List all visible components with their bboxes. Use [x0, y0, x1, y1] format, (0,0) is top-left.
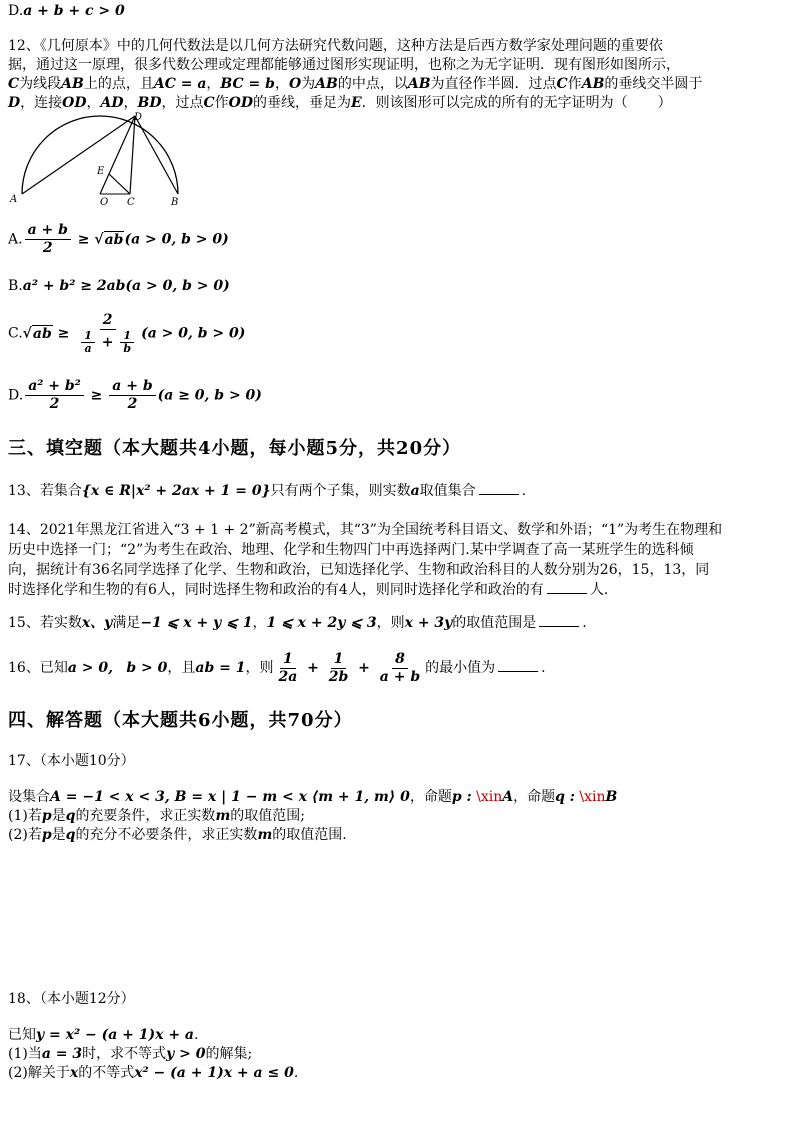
- math-expression: x² − (a + 1)x + a ≤ 0: [134, 1065, 294, 1081]
- option-label: B.: [8, 278, 23, 294]
- numerator: 8: [392, 651, 408, 669]
- math-var: C: [8, 76, 20, 92]
- sqrt: √ab: [22, 325, 52, 342]
- text: 的不等式: [78, 1065, 135, 1081]
- label-b: B: [171, 197, 179, 207]
- text: 为: [301, 76, 316, 92]
- text: 若实数: [39, 615, 82, 631]
- text: ，且: [167, 660, 196, 676]
- text: .: [521, 483, 527, 499]
- math-var: AB: [61, 76, 84, 92]
- text: 作: [214, 95, 229, 111]
- text: ，命题: [513, 789, 556, 805]
- question-14: [8, 520, 782, 600]
- q18-line-3: [8, 1064, 782, 1083]
- math-expression: a = 3: [41, 1046, 83, 1062]
- radicand: ab: [32, 325, 52, 342]
- math-expression: A = −1 < x < 3, B = x | 1 − m < x ⟨m + 1, m⟩ 0: [50, 789, 410, 805]
- numerator: a² + b²: [25, 378, 84, 396]
- text: 已知: [39, 660, 68, 676]
- text: (2)解关于: [8, 1065, 70, 1081]
- math-var: AB: [407, 76, 431, 92]
- q12-text-2: 据，通过这一原理，很多代数公理或定理都能够通过图形实现证明，也称之为无字证明．现有图形如图所示，: [8, 57, 680, 73]
- math-expression: 1 ⩽ x + 2y ⩽ 3: [266, 615, 377, 631]
- condition: (a > 0, b > 0): [141, 325, 246, 342]
- fraction: [377, 651, 423, 686]
- text: 是: [51, 827, 66, 843]
- fraction: [109, 378, 155, 413]
- math-expression: b > 0: [126, 660, 168, 676]
- text: ，: [86, 95, 101, 111]
- text: (2)若: [8, 827, 42, 843]
- denominator: 2: [49, 396, 60, 412]
- text: 若集合: [39, 483, 82, 499]
- text: 的垂线交半圆于: [604, 76, 703, 92]
- option-label: A.: [8, 231, 23, 248]
- segment-cd: [130, 116, 135, 194]
- q14-line-3: 向，据统计有36名同学选择了化学、生物和政治，已知选择化学、生物和政治科目的人数分别为26，15，13，同: [8, 562, 710, 578]
- text: ，: [123, 95, 138, 111]
- option-label: D.: [8, 3, 24, 19]
- label-o: O: [100, 197, 109, 207]
- denominator: a: [84, 342, 92, 355]
- text: 的中点，以: [337, 76, 408, 92]
- math-expression: y > 0: [166, 1046, 206, 1062]
- math-var: a: [410, 483, 420, 499]
- label-c: C: [127, 197, 135, 207]
- label-e: E: [97, 166, 105, 177]
- numerator: 1: [280, 651, 296, 669]
- section-title-fill-in: 三、填空题（本大题共4小题，每小题5分，共20分）: [8, 438, 462, 459]
- fraction: [275, 651, 300, 686]
- q14-line-2: 历史中选择一门；“2”为考生在政治、地理、化学和生物四门中再选择两门.某中学调查了高一某班学生的选科倾: [8, 542, 694, 558]
- question-13: [8, 482, 782, 501]
- text: 时选择化学和生物的有6人，同时选择生物和政治的有4人，则同时选择化学和政治的有: [8, 582, 544, 598]
- text: (1)当: [8, 1046, 42, 1062]
- q18-line-1: [8, 1026, 782, 1045]
- q12-option-b: [8, 276, 230, 296]
- denominator: [76, 330, 139, 355]
- math-op: +: [302, 660, 324, 676]
- math-expression: a + b + c > 0: [23, 3, 125, 19]
- broken-latex: \xin: [471, 789, 503, 805]
- segment-bd: [135, 116, 178, 194]
- math-var: m: [257, 827, 273, 843]
- label-a: A: [10, 194, 18, 205]
- math-var: x、y: [81, 615, 113, 631]
- math-var: AD: [100, 95, 124, 111]
- text: ．则该图形可以完成的所有的无字证明为（: [361, 95, 628, 111]
- math-var: AB: [581, 76, 605, 92]
- question-15: [8, 614, 782, 633]
- text: .: [293, 1065, 299, 1081]
- q17-line-3: [8, 826, 782, 845]
- math-expression: ab = 1: [195, 660, 246, 676]
- fraction: [25, 222, 71, 257]
- answer-blank[interactable]: [498, 659, 538, 672]
- text: 取值集合: [419, 483, 476, 499]
- fraction: [326, 651, 352, 686]
- math-expression: a > 0,: [67, 660, 113, 676]
- denominator: 2b: [328, 668, 349, 685]
- answer-blank[interactable]: [479, 482, 519, 495]
- numerator: 1: [331, 651, 347, 669]
- text: 的取值范围.: [272, 827, 347, 843]
- option-label: D.: [8, 387, 24, 404]
- math-var: p: [41, 808, 52, 824]
- text: .: [582, 615, 587, 631]
- math-var: OD: [62, 95, 87, 111]
- denominator: 2: [42, 240, 53, 256]
- denominator: a + b: [379, 668, 421, 685]
- denominator: 2a: [278, 668, 298, 685]
- text: (1)若: [8, 808, 42, 824]
- math-var: AB: [315, 76, 338, 92]
- q14-line-1: 14、2021年黑龙江省进入“3 + 1 + 2”新高考模式，其“3”为全国统考科目语文、数学和外语；“1”为考生在物理和: [8, 522, 723, 538]
- math-expression: y = x² − (a + 1)x + a: [36, 1027, 195, 1043]
- question-number: 16、: [8, 660, 40, 676]
- text: 上的点，且: [83, 76, 154, 92]
- condition: (a ≥ 0, b > 0): [157, 387, 262, 404]
- text: 只有两个子集，则实数: [270, 483, 411, 499]
- denominator: b: [123, 342, 132, 355]
- option-label: C.: [8, 325, 23, 342]
- section-title-answer: 四、解答题（本大题共6小题，共70分）: [8, 710, 353, 731]
- question-number: 12、: [8, 38, 40, 54]
- text: ，连接: [20, 95, 63, 111]
- label-d: D: [134, 112, 143, 123]
- math-expression: BC = b: [220, 76, 275, 92]
- math-var: OD: [228, 95, 253, 111]
- q12-option-c: [8, 312, 245, 355]
- text: 满足: [112, 615, 141, 631]
- math-var: q :: [555, 789, 575, 805]
- text: 是: [51, 808, 66, 824]
- math-expression: a² + b² ≥ 2ab(a > 0, b > 0): [22, 278, 230, 294]
- text: 为直径作半圆．过点: [430, 76, 557, 92]
- q17-line-1: [8, 788, 782, 807]
- question-number: 15、: [8, 615, 40, 631]
- math-op: +: [96, 334, 119, 351]
- text: ，: [252, 615, 267, 631]
- answer-blank[interactable]: [547, 581, 587, 594]
- question-17-head: 17、（本小题10分）: [8, 753, 135, 769]
- q12-line-4: [8, 94, 782, 113]
- text: ，: [206, 76, 221, 92]
- fraction: [76, 312, 139, 355]
- text: 时，求不等式: [82, 1046, 167, 1062]
- semicircle-figure: [8, 112, 188, 207]
- text: 人.: [589, 582, 609, 598]
- math-op: ≥: [85, 387, 108, 404]
- sqrt: √ab: [94, 231, 124, 248]
- math-var: C: [556, 76, 568, 92]
- fraction: [25, 378, 84, 413]
- broken-latex: \xin: [574, 789, 606, 805]
- prev-option-d: [8, 2, 782, 21]
- numerator: a + b: [25, 222, 71, 240]
- q14-line-4: [8, 580, 782, 600]
- math-op: ≥: [72, 231, 95, 248]
- q12-line-3: [8, 75, 782, 94]
- q18-line-2: [8, 1045, 782, 1064]
- text: ，: [274, 76, 289, 92]
- radicand: ab: [104, 231, 124, 248]
- math-op: +: [353, 660, 375, 676]
- text: ，则: [245, 660, 274, 676]
- math-expression: x + 3y: [404, 615, 453, 631]
- text: 的取值范围是: [452, 615, 537, 631]
- math-var: E: [350, 95, 362, 111]
- math-expression: −1 ⩽ x + y ⩽ 1: [140, 615, 253, 631]
- text: ）: [657, 95, 672, 111]
- text: .: [194, 1027, 199, 1043]
- q12-text-1: 《几何原本》中的几何代数法是以几何方法研究代数问题，这种方法是后西方数学家处理问题的重要依: [39, 38, 663, 54]
- text: 的解集;: [205, 1046, 253, 1062]
- question-18-head: 18、（本小题12分）: [8, 991, 135, 1007]
- text: 已知: [8, 1027, 36, 1043]
- numerator: a + b: [109, 378, 155, 396]
- q12-option-a: [8, 222, 229, 257]
- math-var: p: [41, 827, 52, 843]
- math-expression: AC = a: [153, 76, 207, 92]
- question-12-text: [8, 37, 782, 113]
- semicircle-arc: [22, 116, 178, 194]
- math-expression: {x ∈ R|x² + 2ax + 1 = 0}: [81, 483, 271, 499]
- condition: (a > 0, b > 0): [124, 231, 229, 248]
- math-var: x: [69, 1065, 79, 1081]
- fraction: [81, 330, 95, 355]
- math-var: q: [65, 827, 76, 843]
- math-var: p :: [451, 789, 472, 805]
- math-op: ≥: [52, 325, 75, 342]
- question-17-body: [8, 788, 782, 845]
- text: 的垂线，垂足为: [252, 95, 351, 111]
- text: 作: [567, 76, 582, 92]
- math-var: q: [65, 808, 76, 824]
- math-var: m: [215, 808, 231, 824]
- text: 的最小值为: [425, 660, 496, 676]
- numerator: 1: [81, 330, 95, 343]
- text: 的充分不必要条件，求正实数: [75, 827, 258, 843]
- denominator: 2: [127, 396, 138, 412]
- math-var: D: [8, 95, 21, 111]
- math-var: BD: [137, 95, 162, 111]
- text: ，过点: [161, 95, 204, 111]
- text: 的充要条件，求正实数: [75, 808, 216, 824]
- q12-option-d: [8, 378, 262, 413]
- q12-line-1: [8, 37, 782, 56]
- math-var: O: [288, 76, 302, 92]
- answer-blank[interactable]: [539, 614, 579, 627]
- math-var: C: [203, 95, 215, 111]
- text: 的取值范围;: [230, 808, 305, 824]
- question-18-body: [8, 1026, 782, 1083]
- numerator: 1: [120, 330, 134, 343]
- q17-line-2: [8, 807, 782, 826]
- text: ，则: [376, 615, 405, 631]
- text: 为线段: [19, 76, 62, 92]
- math-var: B: [605, 789, 618, 805]
- q12-line-2: [8, 56, 782, 75]
- math-var: A: [502, 789, 514, 805]
- segment-ce: [109, 174, 130, 194]
- text: 设集合: [8, 789, 50, 805]
- text: ，命题: [409, 789, 452, 805]
- fraction: [120, 330, 134, 355]
- question-number: 13、: [8, 483, 40, 499]
- question-16: [8, 648, 782, 688]
- numerator: 2: [100, 312, 116, 330]
- text: .: [541, 660, 546, 676]
